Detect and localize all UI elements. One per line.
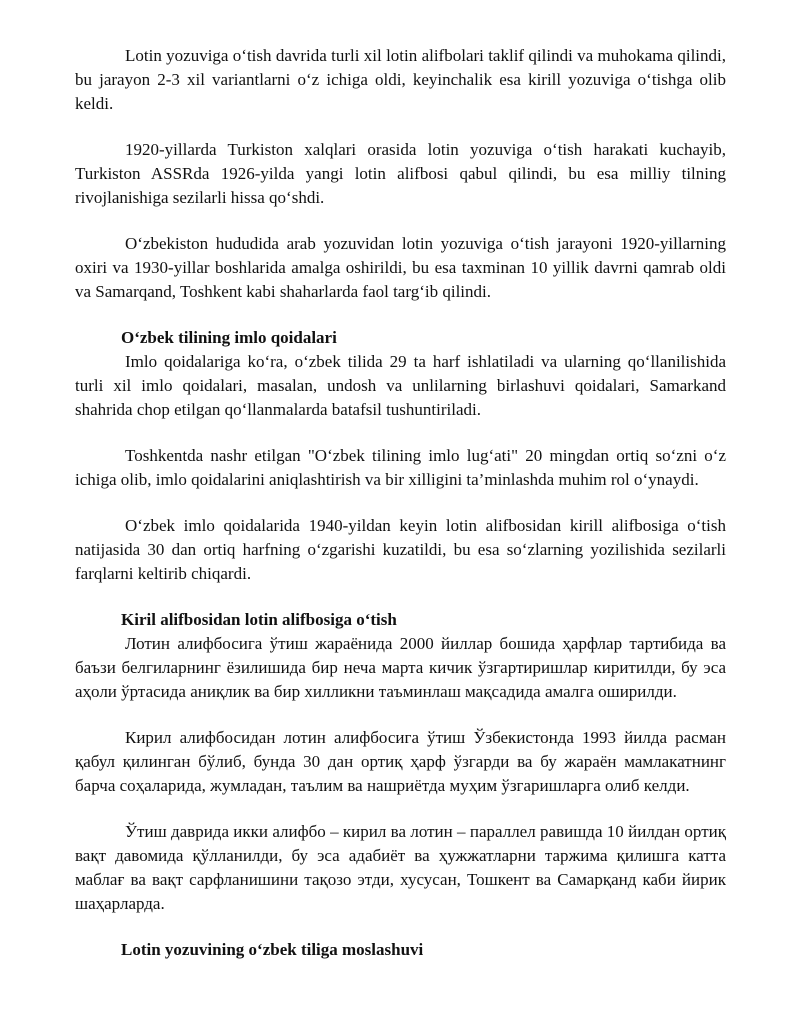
spelling-paragraph-1: Imlo qoidalariga ko‘ra, o‘zbek tilida 29 ta harf ishlatiladi va ularning qo‘llanilishida turli xil imlo qoidalari, masalan, undosh va unlilarning birlashuvi qoidalari, Samarkand shahrida chop etilgan qo‘llanmalarda batafsil tushuntiriladi.: [75, 352, 726, 419]
spelling-paragraph-2: Toshkentda nashr etilgan "O‘zbek tilining imlo lug‘ati" 20 mingdan ortiq so‘zni o‘z ichiga olib, imlo qoidalarini aniqlashtirish va bir xilligini ta’minlashda muhim rol o‘ynaydi.: [75, 446, 726, 489]
spelling-paragraph-3: O‘zbek imlo qoidalarida 1940-yildan keyin lotin alifbosidan kirill alifbosiga o‘tish natijasida 30 dan ortiq harfning o‘zgarishi kuzatildi, bu esa so‘zlarning yozilishida sezilarli farqlarni keltirib chiqardi.: [75, 516, 726, 583]
section-heading-spelling-rules: O‘zbek tilining imlo qoidalari: [121, 328, 337, 347]
section-heading-latin-adaptation: Lotin yozuvining o‘zbek tiliga moslashuvi: [121, 940, 424, 959]
transition-paragraph-1: Лотин алифбосига ўтиш жараёнида 2000 йиллар бошида ҳарфлар тартибида ва баъзи белгиларнинг ёзилишида бир неча марта кичик ўзгартиришлар киритилди, бу эса аҳоли ўртасида аниқлик ва бир хилликни таъминлаш мақсадида амалга оширилди.: [75, 634, 726, 701]
intro-paragraph-2: 1920-yillarda Turkiston xalqlari orasida lotin yozuviga o‘tish harakati kuchayib, Turkiston ASSRda 1926-yilda yangi lotin alifbosi qabul qilindi, bu esa milliy tilning rivojlanishiga sezilarli hissa qo‘shdi.: [75, 140, 726, 207]
transition-paragraph-3: Ўтиш даврида икки алифбо – кирил ва лотин – параллел равишда 10 йилдан ортиқ вақт давомида қўлланилди, бу эса адабиёт ва ҳужжатларни таржима қилишга катта маблағ ва вақт сарфланишини тақозо этди, хусусан, Тошкент ва Самарқанд каби йирик шаҳарларда.: [75, 822, 726, 913]
intro-paragraph-1: Lotin yozuviga o‘tish davrida turli xil lotin alifbolari taklif qilindi va muhokama qilindi, bu jarayon 2-3 xil variantlarni o‘z ichiga oldi, keyinchalik esa kirill yozuviga o‘tishga olib keldi.: [75, 46, 726, 113]
intro-paragraph-3: O‘zbekiston hududida arab yozuvidan lotin yozuviga o‘tish jarayoni 1920-yillarning oxiri va 1930-yillar boshlarida amalga oshirildi, bu esa taxminan 10 yillik davrni qamrab oldi va Samarqand, Toshkent kabi shaharlarda faol targ‘ib qilindi.: [75, 234, 726, 301]
document-page: [75, 44, 726, 962]
section-heading-cyrillic-to-latin: Kiril alifbosidan lotin alifbosiga o‘tish: [121, 610, 397, 629]
transition-paragraph-2: Кирил алифбосидан лотин алифбосига ўтиш Ўзбекистонда 1993 йилда расман қабул қилинган бўлиб, бунда 30 дан ортиқ ҳарф ўзгарди ва бу жараён мамлакатнинг барча соҳаларида, жумладан, таълим ва нашриётда муҳим ўзгаришларга олиб келди.: [75, 728, 726, 795]
